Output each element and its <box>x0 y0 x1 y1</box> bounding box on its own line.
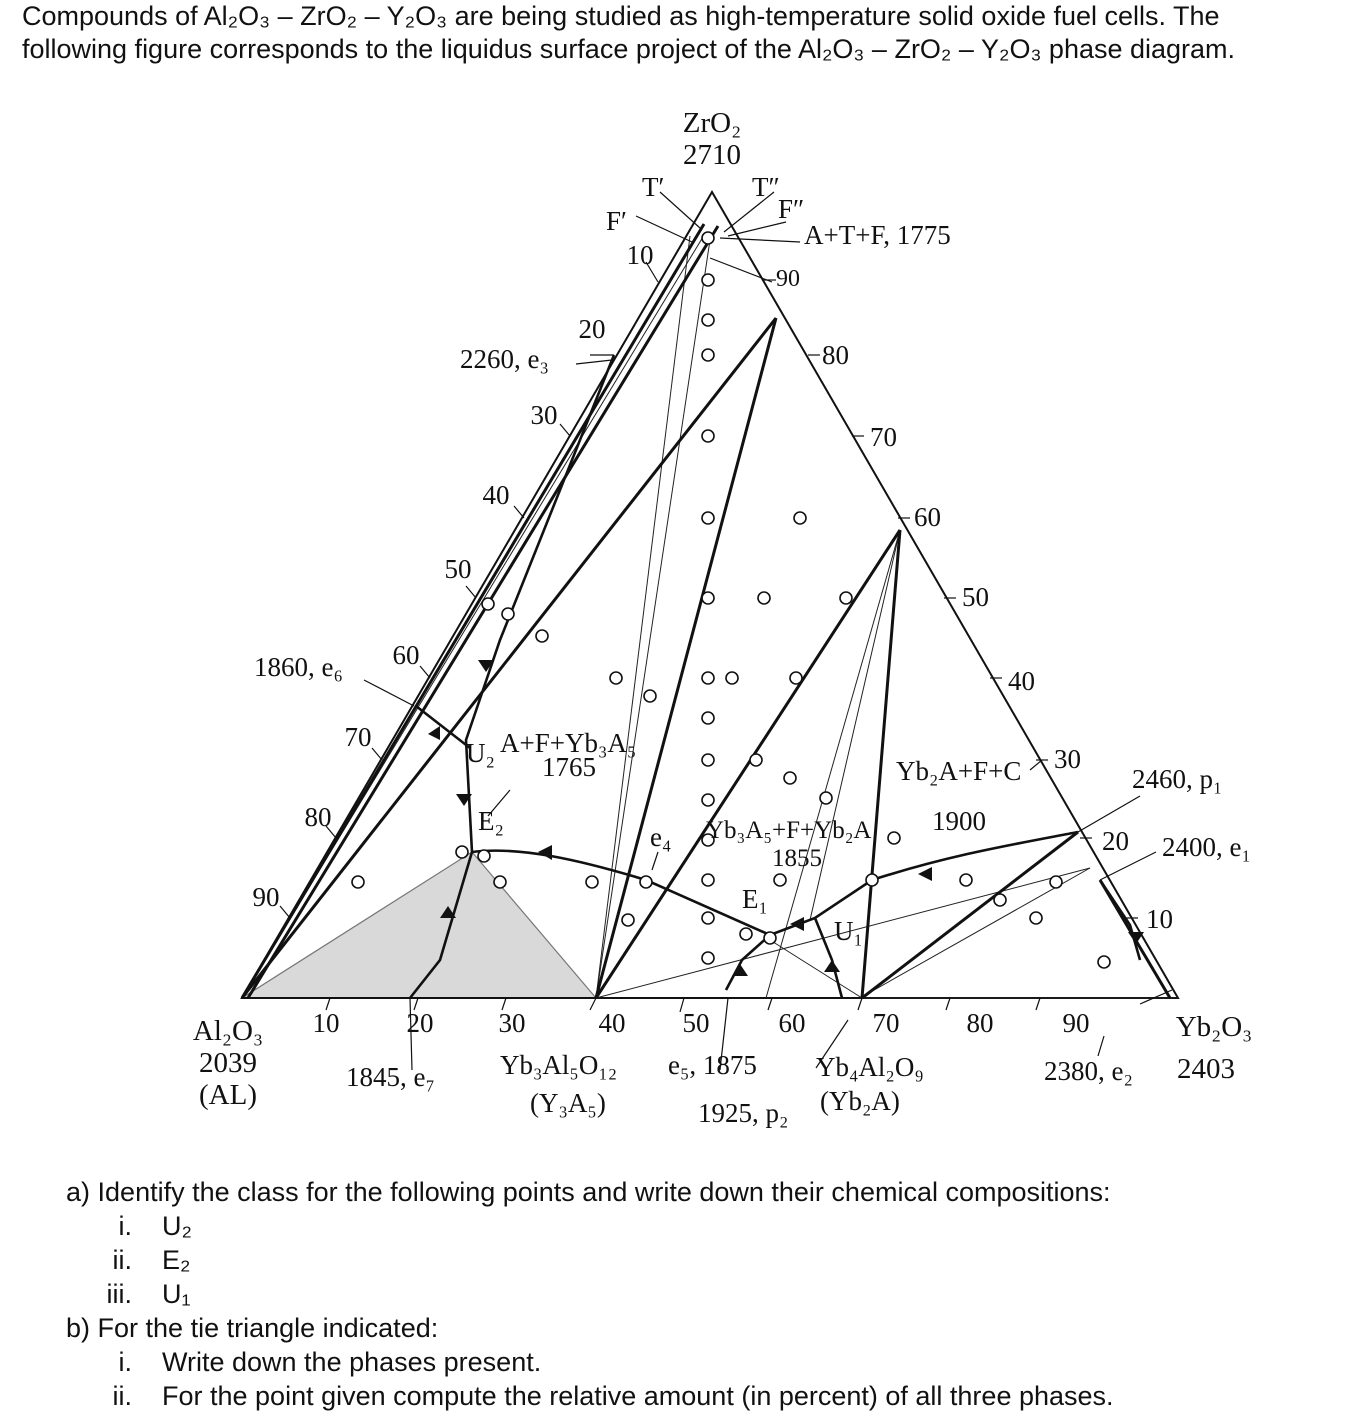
apex-zro2-formula: ZrO₂ <box>682 107 742 139</box>
tick-left-60: 60 <box>392 640 420 670</box>
intro-line-1: Compounds of Al₂O₃ – ZrO₂ – Y₂O₃ are being studied as high-temperature solid oxide fuel cells. The <box>22 1 1220 31</box>
question-b <box>66 1311 438 1345</box>
question-b-marker: b) <box>66 1313 91 1343</box>
question-b-item-2 <box>72 1379 1114 1413</box>
label-y3a5-abbr: (Y₃A₅) <box>530 1088 606 1118</box>
label-y3a5: Yb₃Al₅O₁₂ <box>500 1050 618 1080</box>
item-text: E₂ <box>162 1245 191 1275</box>
apex-al2o3-abbr: (AL) <box>199 1079 257 1111</box>
label-e7: 1845, e₇ <box>346 1062 435 1092</box>
label-yb4-abbr: (Yb₂A) <box>820 1086 900 1116</box>
apex-zro2-temp: 2710 <box>683 139 741 171</box>
item-text: U₂ <box>162 1211 192 1241</box>
intro-line-2: following figure corresponds to the liquidus surface project of the Al₂O₃ – ZrO₂ – Y₂O₃ phase diagram. <box>22 34 1236 64</box>
label-E2: E₂ <box>478 806 504 836</box>
tick-right-60: 60 <box>914 502 941 532</box>
label-e1: 2400, e₁ <box>1162 832 1251 862</box>
tick-right-30: 30 <box>1054 744 1081 774</box>
label-p2: 1925, p₂ <box>698 1098 789 1128</box>
question-a-item-2 <box>72 1243 191 1277</box>
item-text: For the point given compute the relative amount (in percent) of all three phases. <box>162 1381 1114 1411</box>
tick-right-90: 90 <box>776 266 800 292</box>
label-F-double-prime: F″ <box>778 194 805 224</box>
label-p1: 2460, p₁ <box>1132 764 1223 794</box>
label-yb3af-temp: 1855 <box>772 845 822 872</box>
label-yb2af: Yb₂A+F+C <box>896 756 1022 786</box>
question-b-item-1 <box>72 1345 541 1379</box>
tick-right-70: 70 <box>870 422 897 452</box>
experimental-points <box>352 232 1110 968</box>
tick-bottom-40: 40 <box>598 1008 626 1038</box>
apex-al2o3-temp: 2039 <box>199 1047 257 1079</box>
tick-bottom-10: 10 <box>312 1008 340 1038</box>
tick-right-20: 20 <box>1102 826 1129 856</box>
tick-bottom-80: 80 <box>966 1008 994 1038</box>
tick-left-30: 30 <box>530 400 558 430</box>
tick-left-20: 20 <box>578 314 606 344</box>
label-afy-temp: 1765 <box>542 752 596 782</box>
tick-right-50: 50 <box>962 582 989 612</box>
roman-numeral: iii. <box>106 1279 132 1309</box>
tick-left-10: 10 <box>626 240 654 270</box>
tick-bottom-70: 70 <box>872 1008 900 1038</box>
tick-left-50: 50 <box>444 554 472 584</box>
apex-yb2o3-formula: Yb₂O₃ <box>1175 1011 1253 1043</box>
label-E1: E₁ <box>742 884 768 914</box>
roman-numeral: i. <box>118 1211 132 1241</box>
tick-bottom-60: 60 <box>778 1008 806 1038</box>
tick-left-80: 80 <box>304 802 332 832</box>
question-a-text: Identify the class for the following points and write down their chemical compositions: <box>97 1177 1111 1207</box>
tick-bottom-50: 50 <box>682 1008 710 1038</box>
label-T-double-prime: T″ <box>752 172 780 202</box>
item-text: Write down the phases present. <box>162 1347 542 1377</box>
tie-triangle <box>242 852 596 998</box>
label-e5: e₅, 1875 <box>668 1050 757 1080</box>
tick-right-40: 40 <box>1008 666 1035 696</box>
label-e3: 2260, e₃ <box>460 344 549 374</box>
roman-numeral: ii. <box>112 1245 132 1275</box>
label-yb3af: Yb₃A₅+F+Yb₂A <box>706 817 872 844</box>
tick-left-90: 90 <box>252 882 280 912</box>
label-atf: A+T+F, 1775 <box>804 220 951 250</box>
tick-bottom-20: 20 <box>406 1008 434 1038</box>
question-a <box>66 1175 1111 1209</box>
label-afy: A+F+Yb₃A₅ <box>500 728 637 758</box>
label-e4: e₄ <box>650 822 672 852</box>
tick-bottom-90: 90 <box>1062 1008 1090 1038</box>
left-tick-labels <box>253 240 654 912</box>
question-b-text: For the tie triangle indicated: <box>97 1313 439 1343</box>
tick-right-80: 80 <box>822 340 849 370</box>
label-U1: U₁ <box>834 916 863 946</box>
bottom-tick-labels <box>313 1008 1090 1038</box>
apex-yb2o3-temp: 2403 <box>1177 1053 1235 1085</box>
question-a-item-1 <box>72 1209 192 1243</box>
roman-numeral: ii. <box>112 1381 132 1411</box>
label-e6: 1860, e₆ <box>254 652 343 682</box>
roman-numeral: i. <box>118 1347 132 1377</box>
label-F-prime: F′ <box>606 206 627 236</box>
tick-left-70: 70 <box>344 722 372 752</box>
label-e2: 2380, e₂ <box>1044 1056 1133 1086</box>
item-text: U₁ <box>162 1279 191 1309</box>
tick-right-10: 10 <box>1146 904 1173 934</box>
question-a-item-3 <box>72 1277 191 1311</box>
label-yb2af-temp: 1900 <box>932 806 986 836</box>
label-T-prime: T′ <box>642 172 665 202</box>
tick-bottom-30: 30 <box>498 1008 526 1038</box>
question-a-marker: a) <box>66 1177 91 1207</box>
apex-al2o3-formula: Al₂O₃ <box>192 1015 264 1047</box>
label-yb4: Yb₄Al₂O₉ <box>816 1052 924 1082</box>
tick-left-40: 40 <box>482 480 510 510</box>
label-U2: U₂ <box>466 738 495 768</box>
